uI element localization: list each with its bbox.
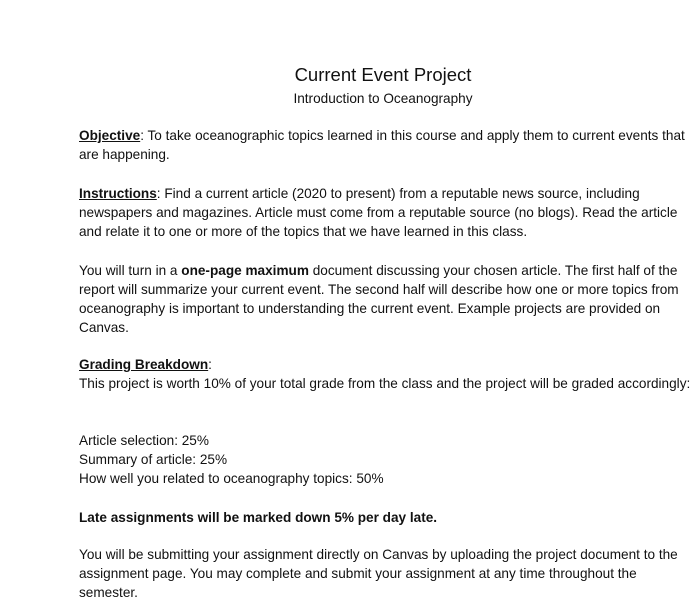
grading-colon: : [208,357,212,372]
instructions-label: Instructions [79,186,157,201]
objective-colon: : [140,128,148,143]
submission-paragraph: You will be submitting your assignment directly on Canvas by uploading the project document to the assignment page. You may complete and submit your assignment at any time throughout the semester. [79,547,678,600]
turn-in-bold-text: one-page maximum [181,263,309,278]
grading-item-summary: Summary of article: 25% [79,452,228,467]
objective-label: Objective [79,128,141,143]
grading-intro: This project is worth 10% of your total grade from the class and the project will be graded accordingly: [79,376,691,391]
instructions-paragraph [79,184,691,241]
late-policy: Late assignments will be marked down 5% per day late. [79,510,438,525]
instructions-text: Find a current article (2020 to present) from a reputable news source, including newspapers and magazines. Article must come from a reputable source (no blogs). Read the article and relate it to one or more of the topics that we have learned in this class. [79,186,678,239]
turn-in-text-after: document discussing your chosen article. The first half of the report will summarize your current event. The second half will describe how one or more topics from oceanography is important to understanding the current event. Example projects are provided on Canvas. [79,263,679,335]
turn-in-text-before: You will turn in a [79,263,182,278]
grading-heading [79,355,691,374]
objective-text: To take oceanographic topics learned in this course and apply them to current events that are happening. [79,128,685,162]
turn-in-paragraph [79,261,691,337]
grading-label: Grading Breakdown [79,357,209,372]
grading-item-article-selection: Article selection: 25% [79,433,209,448]
instructions-colon: : [156,186,165,201]
grading-item-oceanography-topics: How well you related to oceanography topics: 50% [79,471,384,486]
grading-list [79,431,691,488]
objective-paragraph [79,126,691,164]
page-subtitle: Introduction to Oceanography [293,91,473,106]
page-title: Current Event Project [294,64,472,85]
